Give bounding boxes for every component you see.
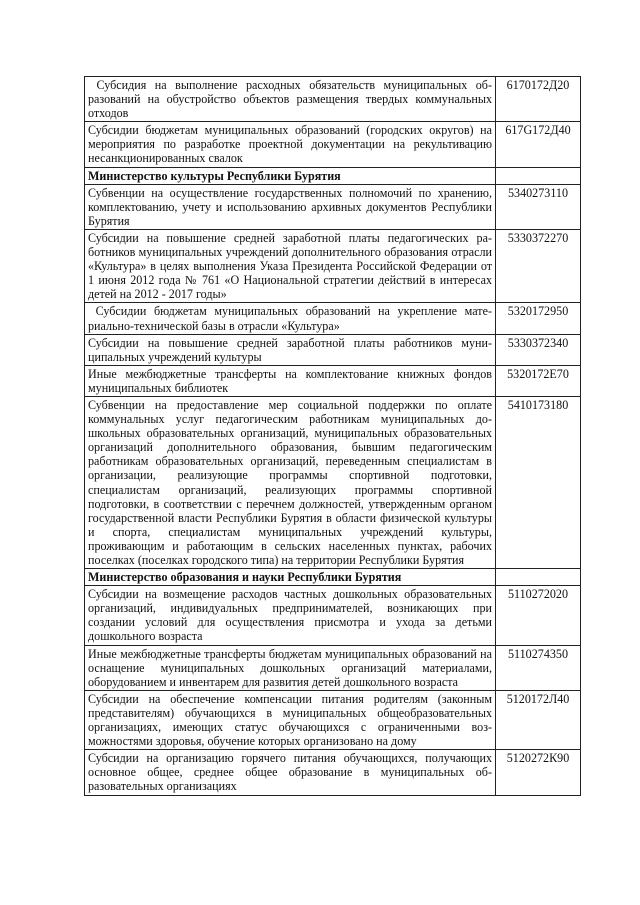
- budget-code: 5330372270: [496, 229, 581, 302]
- budget-code: 5320172950: [496, 303, 581, 334]
- table-row: [85, 396, 581, 568]
- subsidy-description: Субвенции на предоставление мер социальной поддержки по оплате коммунальных услуг педагогическим работникам муниципальных дошкольных образовательных организаций, муниципальных образовательных организаций дополнительного образования, бывшим педагогическим работникам образовательных организаций, переведенным специалистам в организации, реализующие программы спортивной подготовки, специалистам организаций, реализующих программы спортивной подготовки, в соответствии с перечнем должностей, утвержденным органом государственной власти Республики Бурятия в области физической культуры и спорта, специалистам муниципальных учреждений культуры, проживающим и работающим в сельских населенных пунктах, рабочих поселках (поселках городского типа) на территории Республики Бурятия: [85, 396, 496, 568]
- section-title: Министерство образования и науки Республики Бурятия: [85, 569, 496, 586]
- budget-code: 6170172Д20: [496, 77, 581, 122]
- table-row: [85, 303, 581, 334]
- budget-code: 5120272К90: [496, 750, 581, 795]
- section-header-row: [85, 569, 581, 586]
- subsidy-description: Субсидии бюджетам муниципальных образований (городских округов) на мероприятия по разработке проектной документации на рекультивацию несанкционированных свалок: [85, 122, 496, 167]
- table-row: [85, 229, 581, 302]
- budget-code: 5120172Л40: [496, 690, 581, 749]
- table-row: [85, 750, 581, 795]
- subsidy-description: Субсидии на повышение средней заработной платы работников муниципальных учреждений культуры: [85, 334, 496, 365]
- budget-code: [496, 167, 581, 184]
- table-row: [85, 365, 581, 396]
- budget-code: 5110272020: [496, 586, 581, 645]
- table-row: [85, 645, 581, 690]
- subsidy-description: Субсидии на повышение средней заработной платы педагогических работников муниципальных учреждений дополнительного образования отрасли «Культура» в целях выполнения Указа Президента Российской Федерации от 1 июня 2012 года № 761 «О Национальной стратегии действий в интересах детей на 2012 - 2017 годы»: [85, 229, 496, 302]
- table-row: [85, 122, 581, 167]
- subsidy-description: Субвенции на осуществление государственных полномочий по хранению, комплектованию, учету и использованию архивных документов Республики Бурятия: [85, 184, 496, 229]
- subsidy-description: Субсидии на обеспечение компенсации питания родителям (законным представителям) обучающихся в муниципальных общеобразовательных организациях, имеющих статус обучающихся с ограниченными возможностями здоровья, обучение которых организовано на дому: [85, 690, 496, 749]
- table-row: [85, 586, 581, 645]
- budget-codes-table: [84, 76, 581, 796]
- budget-code: 617G172Д40: [496, 122, 581, 167]
- subsidy-description: Субсидии на организацию горячего питания обучающихся, получающих основное общее, среднее общее образование в муниципальных образовательных организациях: [85, 750, 496, 795]
- subsidy-description: Субсидии на возмещение расходов частных дошкольных образовательных организаций, индивидуальных предпринимателей, возникающих при создании условий для осуществления присмотра и ухода за детьми дошкольного возраста: [85, 586, 496, 645]
- table-row: [85, 77, 581, 122]
- section-title: Министерство культуры Республики Бурятия: [85, 167, 496, 184]
- budget-code: 5410173180: [496, 396, 581, 568]
- section-header-row: [85, 167, 581, 184]
- table-row: [85, 184, 581, 229]
- budget-code: 5110274350: [496, 645, 581, 690]
- budget-code: 5340273110: [496, 184, 581, 229]
- budget-codes-table-body: [85, 77, 581, 796]
- subsidy-description: Субсидии бюджетам муниципальных образований на укрепление материально-технической базы в отрасли «Культура»: [85, 303, 496, 334]
- table-row: [85, 690, 581, 749]
- budget-code: 5330372340: [496, 334, 581, 365]
- table-row: [85, 334, 581, 365]
- budget-code: 5320172Е70: [496, 365, 581, 396]
- budget-code: [496, 569, 581, 586]
- subsidy-description: Иные межбюджетные трансферты на комплектование книжных фондов муниципальных библиотек: [85, 365, 496, 396]
- subsidy-description: Иные межбюджетные трансферты бюджетам муниципальных образований на оснащение муниципальных дошкольных организаций материалами, оборудованием и инвентарем для развития детей дошкольного возраста: [85, 645, 496, 690]
- subsidy-description: Субсидия на выполнение расходных обязательств муниципальных образований на обустройство объектов размещения твердых коммунальных отходов: [85, 77, 496, 122]
